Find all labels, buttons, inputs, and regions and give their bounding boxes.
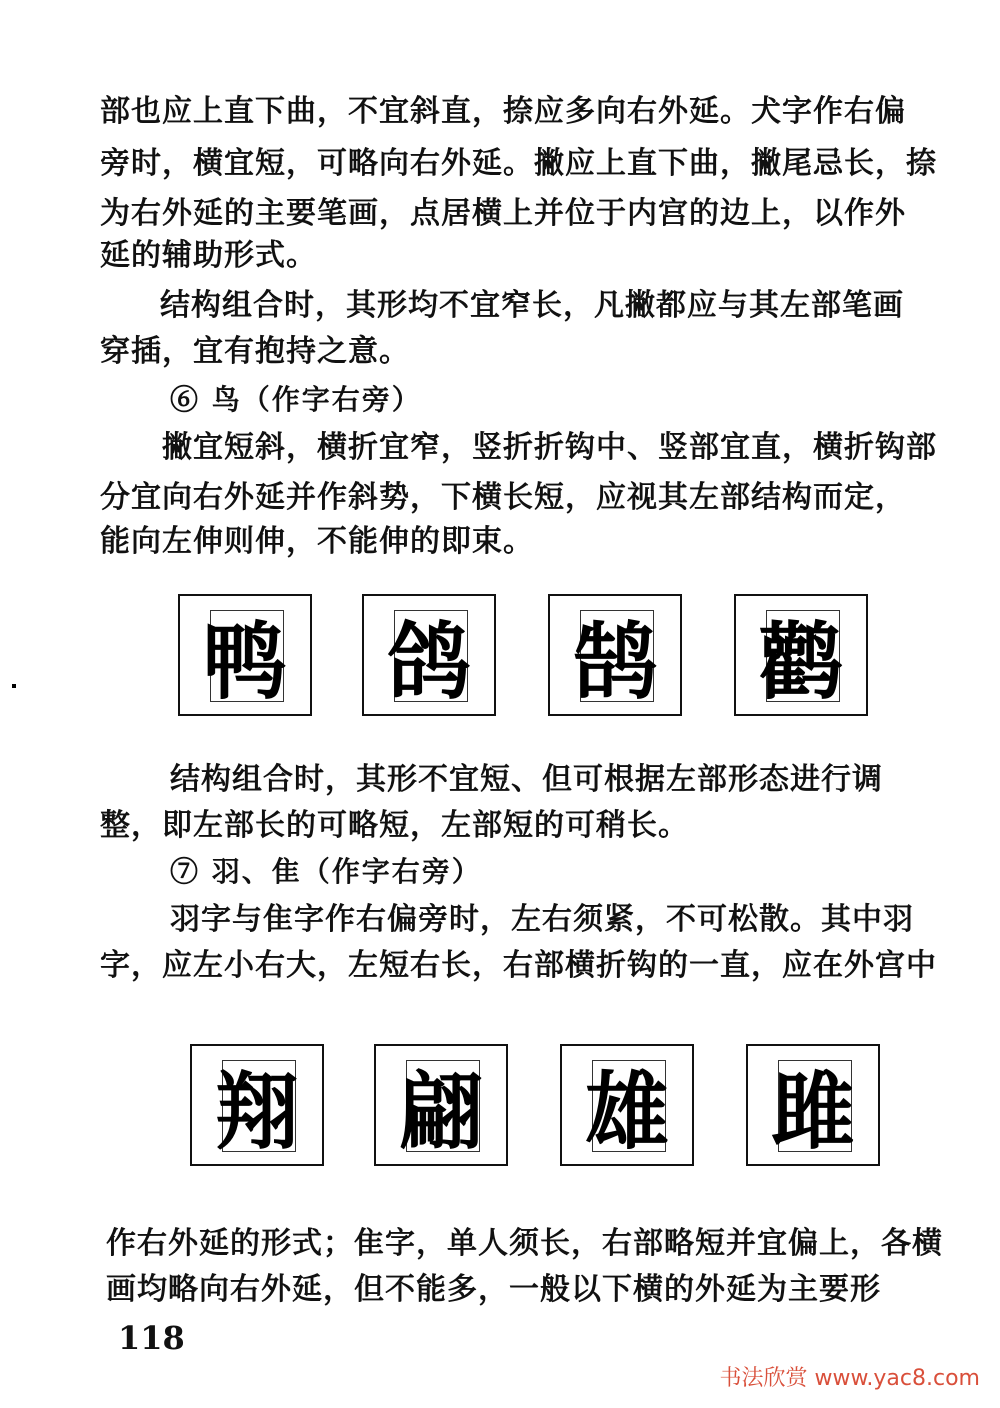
calligraphy-glyph: 雎	[770, 1062, 855, 1161]
text-line: 能向左伸则伸，不能伸的即束。	[100, 524, 534, 559]
calligraphy-example	[746, 1044, 880, 1166]
calligraphy-glyph: 翔	[214, 1062, 299, 1161]
text-line: 分宜向右外延并作斜势，下横长短，应视其左部结构而定，	[100, 480, 906, 515]
text-line: 羽字与隹字作右偏旁时，左右须紧，不可松散。其中羽	[170, 902, 914, 937]
calligraphy-glyph: 鸽	[386, 612, 471, 711]
text-line: 撇宜短斜，横折宜窄，竖折折钩中、竖部宜直，横折钩部	[162, 430, 937, 465]
calligraphy-example	[548, 594, 682, 716]
calligraphy-glyph: 鸭	[202, 612, 287, 711]
calligraphy-glyph: 鹳	[758, 612, 843, 711]
text-line: 结构组合时，其形均不宜窄长，凡撇都应与其左部笔画	[160, 288, 904, 323]
calligraphy-example	[560, 1044, 694, 1166]
calligraphy-example	[734, 594, 868, 716]
text-line: 部也应上直下曲，不宜斜直，捺应多向右外延。犬字作右偏	[100, 94, 906, 129]
text-line: 为右外延的主要笔画，点居横上并位于内宫的边上，以作外	[100, 196, 906, 231]
text-line: 穿插，宜有抱持之意。	[100, 334, 410, 369]
calligraphy-glyph: 雄	[584, 1062, 669, 1161]
text-line: 作右外延的形式；隹字，单人须长，右部略短并宜偏上，各横	[106, 1226, 943, 1261]
text-line: 旁时，横宜短，可略向右外延。撇应上直下曲，撇尾忌长，捺	[100, 146, 937, 181]
watermark-link[interactable]: 书法欣赏 www.yac8.com	[719, 1366, 980, 1391]
text-line: 画均略向右外延，但不能多，一般以下横的外延为主要形	[106, 1272, 881, 1307]
text-line: 延的辅助形式。	[100, 238, 317, 273]
section-heading-6: ⑥ 鸟（作字右旁）	[170, 383, 422, 416]
scan-speck	[12, 684, 16, 688]
text-line: 结构组合时，其形不宜短、但可根据左部形态进行调	[170, 762, 883, 797]
calligraphy-example	[362, 594, 496, 716]
calligraphy-example	[374, 1044, 508, 1166]
calligraphy-example	[190, 1044, 324, 1166]
text-line: 整，即左部长的可略短，左部短的可稍长。	[100, 808, 689, 843]
section-heading-7: ⑦ 羽、隹（作字右旁）	[170, 855, 482, 888]
page-number: 118	[118, 1319, 185, 1357]
calligraphy-glyph: 鹄	[572, 612, 657, 711]
calligraphy-glyph: 翩	[398, 1062, 483, 1161]
calligraphy-example	[178, 594, 312, 716]
text-line: 字，应左小右大，左短右长，右部横折钩的一直，应在外宫中	[100, 948, 937, 983]
